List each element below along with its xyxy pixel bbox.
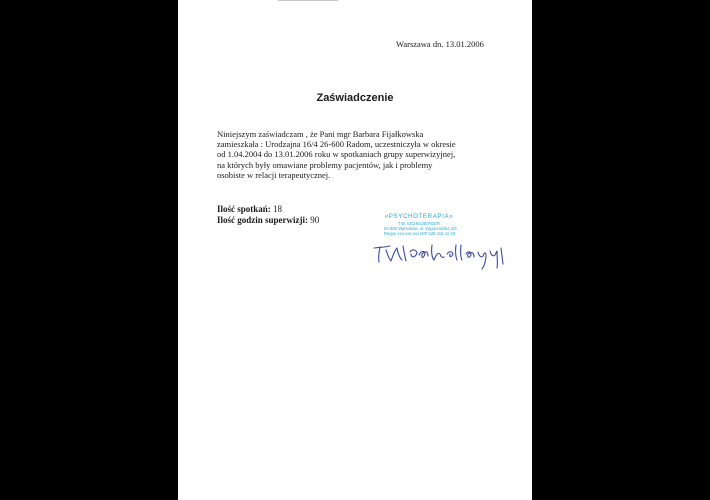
body-line: osobiste w relacji terapeutycznej. [217,169,331,180]
hours-count-row [217,215,319,226]
hours-count-label: Ilość godzin superwizji: [217,214,308,225]
handwritten-signature-icon [370,236,510,272]
body-line: od 1.04.2004 do 13.01.2006 roku w spotkaniach grupy superwizyjnej, [217,149,456,160]
body-line: Niniejszym zaświadczam , że Pani mgr Barbara Fijałkowska [217,129,424,139]
stamp-line: Regon xxx-xxx-xxx NIP 525-116-11-43 [384,231,456,237]
meetings-count-value: 18 [273,204,283,214]
document-title: Zaświadczenie [316,92,394,104]
supervision-stats [217,204,319,225]
certificate-body [217,129,507,180]
top-scan-mark [278,0,338,1]
place-date: Warszawa dn. 13.01.2006 [396,39,484,49]
stamp-name: «PSYCHOTERAPIA» [384,213,454,220]
meetings-count-row [217,204,319,215]
document-page [178,0,532,500]
body-line: zamieszkała : Urodzajna 16/4 26-600 Radom, uczestniczyła w okresie [217,139,456,150]
body-line: na których były omawiane problemy pacjentów, jak i problemy [217,159,433,170]
stamp-line: T.W. EICHELBERGER [397,221,441,226]
stamp-line: 04-980 Warszawa, ul. Zagórzańska 2/6 [384,226,457,232]
meetings-count-label: Ilość spotkań: [217,204,271,214]
hours-count-value: 90 [310,214,320,225]
